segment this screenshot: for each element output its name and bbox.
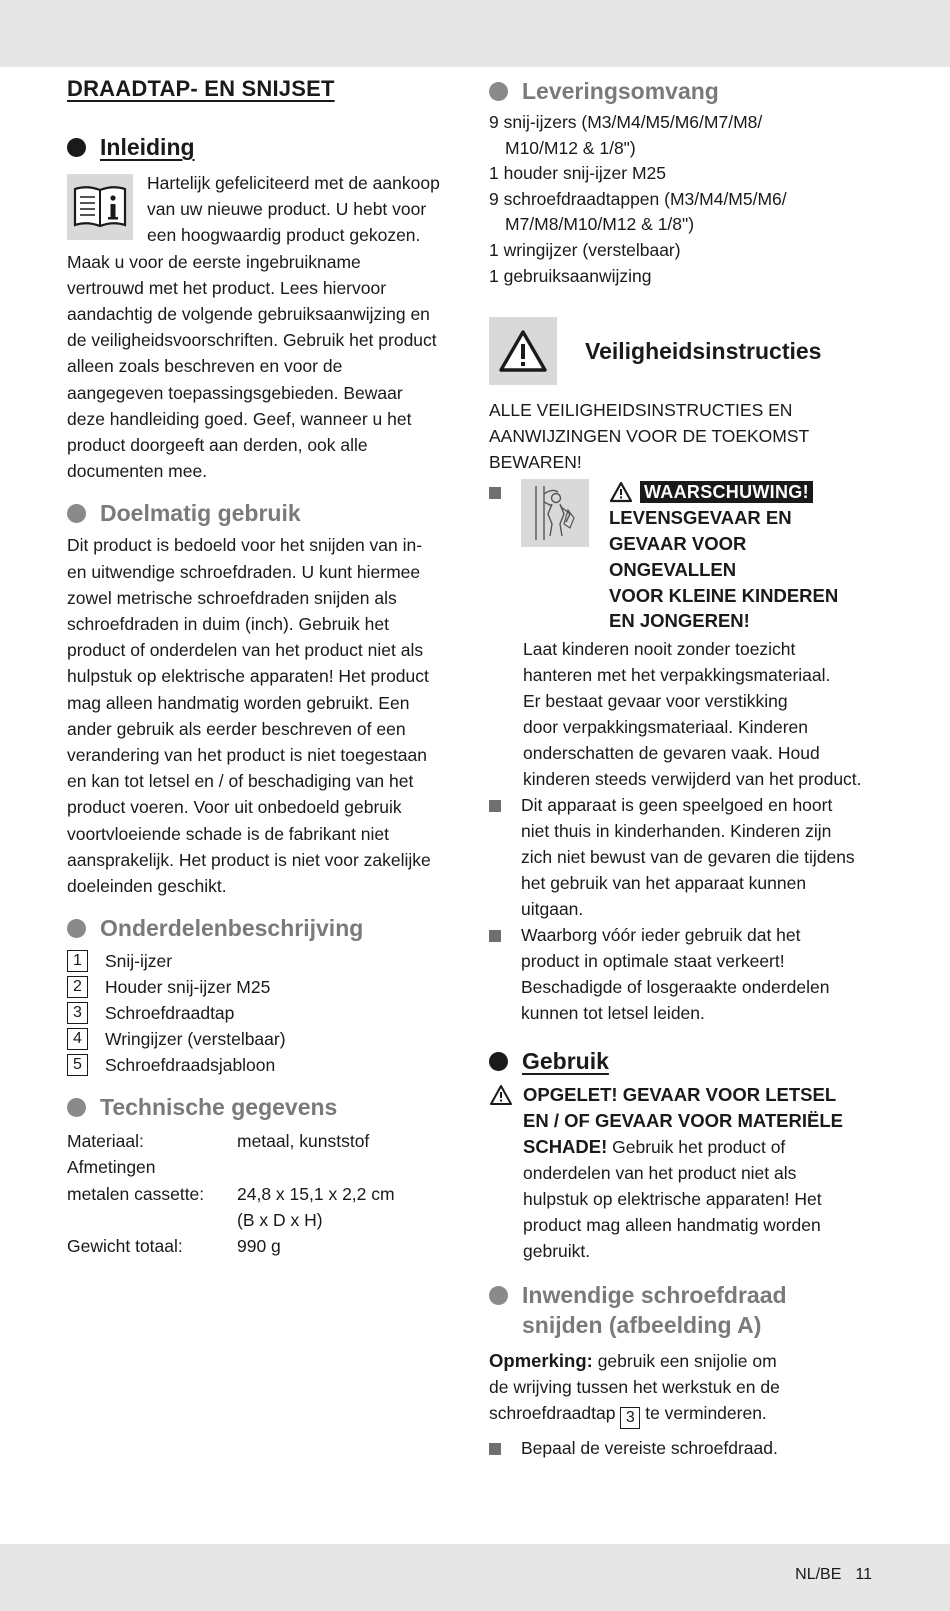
square-bullet-icon bbox=[489, 487, 501, 499]
spec-value: (B x D x H) bbox=[237, 1209, 323, 1230]
warning-label: WAARSCHUWING! bbox=[640, 481, 813, 503]
bullet2-text: Dit apparaat is geen speelgoed en hoort niet thuis in kinderhanden. Kinderen zijn zich niet bewust van de gevaren die tijdens het gebruik van het apparaat kunnen uitgaan. bbox=[521, 795, 855, 920]
heading-bullet-icon bbox=[489, 1286, 508, 1305]
text-line: doeleinden geschikt. bbox=[67, 876, 227, 897]
part-number: 5 bbox=[67, 1054, 88, 1076]
doelmatig-heading: Doelmatig gebruik bbox=[67, 498, 467, 528]
inwendig-heading: Inwendige schroefdraad snijden (afbeelding A) bbox=[489, 1280, 889, 1340]
doelmatig-body bbox=[67, 532, 467, 899]
warning-triangle-icon bbox=[489, 317, 557, 385]
text-line: Maak u voor de eerste ingebruikname bbox=[67, 251, 361, 272]
list-item bbox=[489, 922, 889, 1026]
levering-heading: Leveringsomvang bbox=[489, 76, 889, 106]
spec-table bbox=[67, 1128, 467, 1259]
text-line: BEWAREN! bbox=[489, 452, 582, 473]
inleiding-heading: Inleiding bbox=[67, 132, 467, 162]
caution-icon bbox=[489, 1084, 513, 1106]
text-line: aandachtig de volgende gebruiksaanwijzing en bbox=[67, 304, 430, 325]
spec-label: Afmetingen bbox=[67, 1157, 156, 1178]
info-book-icon bbox=[67, 174, 133, 240]
footer-language: NL/BE bbox=[795, 1566, 842, 1583]
list-item-continuation: M7/M8/M10/M12 & 1/8") bbox=[505, 214, 695, 235]
heading-bullet-icon bbox=[67, 504, 86, 523]
text-line: Hartelijk gefeliciteerd met de aankoop bbox=[147, 173, 440, 193]
spec-value bbox=[237, 1154, 467, 1180]
spec-label bbox=[67, 1207, 237, 1233]
part-ref-badge: 3 bbox=[620, 1407, 640, 1429]
text-line: verandering van het product is niet toegestaan bbox=[67, 745, 427, 766]
text-line: en kan tot letsel en / of beschadiging van het bbox=[67, 771, 414, 792]
list-item: 9 schroefdraadtappen (M3/M4/M5/M6/ bbox=[489, 188, 787, 209]
warning-small-icon bbox=[609, 481, 633, 503]
list-item bbox=[67, 974, 467, 1000]
spec-value: metaal, kunststof bbox=[237, 1131, 370, 1152]
heading-bullet-icon bbox=[67, 919, 86, 938]
text-line: voortvloeiende schade is de fabrikant niet bbox=[67, 823, 390, 844]
spec-value: 24,8 x 15,1 x 2,2 cm bbox=[237, 1183, 395, 1204]
bullet1-text: Laat kinderen nooit zonder toezicht hanteren met het verpakkingsmateriaal. Er bestaat gevaar voor verstikking door verpakkingsmateriaal. Kinderen onderschatten de gevaren vaak. Houd kinderen steeds verwijderd van het product. bbox=[523, 639, 862, 790]
onderdelen-heading: Onderdelenbeschrijving bbox=[67, 913, 467, 943]
spec-label: metalen cassette: bbox=[67, 1183, 205, 1204]
text-line: alleen zoals beschreven en voor de bbox=[67, 356, 343, 377]
inleiding-body bbox=[67, 170, 467, 484]
square-bullet-icon bbox=[489, 1443, 501, 1455]
square-bullet-icon bbox=[489, 930, 501, 942]
text-line: schroefdraden in duim (inch). Gebruik het bbox=[67, 614, 389, 635]
text-line: product voeren. Voor uit onbedoeld gebruik bbox=[67, 797, 402, 818]
part-number: 1 bbox=[67, 950, 88, 972]
text-line: ALLE VEILIGHEIDSINSTRUCTIES EN bbox=[489, 400, 793, 421]
part-label: Houder snij-ijzer M25 bbox=[105, 976, 271, 997]
list-item bbox=[489, 792, 889, 922]
levering-list bbox=[489, 110, 889, 289]
right-column bbox=[489, 72, 889, 1461]
veiligheid-title: Veiligheidsinstructies bbox=[585, 337, 822, 364]
square-bullet-icon bbox=[489, 800, 501, 812]
caution-text: OPGELET! GEVAAR VOOR LETSEL EN / OF GEVAAR VOOR MATERIËLE SCHADE! Gebruik het product of onderdelen van het product niet als hulpstuk op elektrische apparaten! Het product mag alleen handmatig worden gebruikt. bbox=[523, 1084, 844, 1262]
list-item bbox=[67, 1026, 467, 1052]
text-line: mag alleen handmatig worden gebruikt. Een bbox=[67, 692, 410, 713]
text-line: hulpstuk op elektrische apparaten! Het product bbox=[67, 666, 429, 687]
part-number: 2 bbox=[67, 976, 88, 998]
left-column bbox=[67, 72, 467, 1259]
part-label: Wringijzer (verstelbaar) bbox=[105, 1028, 286, 1049]
caution-block bbox=[489, 1082, 889, 1264]
part-label: Schroefdraadsjabloon bbox=[105, 1054, 276, 1075]
veiligheid-heading bbox=[489, 317, 889, 385]
top-band bbox=[0, 0, 950, 67]
text-line: vertrouwd met het product. Lees hiervoor bbox=[67, 277, 387, 298]
list-item: 1 wringijzer (verstelbaar) bbox=[489, 239, 681, 260]
technisch-heading: Technische gegevens bbox=[67, 1092, 467, 1122]
page-footer bbox=[781, 1566, 872, 1584]
text-line: aansprakelijk. Het product is niet voor zakelijke bbox=[67, 849, 431, 870]
heading-bullet-icon bbox=[67, 138, 86, 157]
spec-value: 990 g bbox=[237, 1236, 281, 1257]
text-line: AANWIJZINGEN VOOR DE TOEKOMST bbox=[489, 426, 810, 447]
text-line: deze handleiding goed. Geef, wanneer u het bbox=[67, 408, 412, 429]
text-line: zowel metrische schroefdraden snijden als bbox=[67, 587, 397, 608]
safety-intro bbox=[489, 397, 889, 475]
part-label: Snij-ijzer bbox=[105, 950, 173, 971]
list-item bbox=[67, 1000, 467, 1026]
list-item: Bepaal de vereiste schroefdraad. bbox=[489, 1435, 889, 1461]
spec-label: Materiaal: bbox=[67, 1131, 144, 1152]
spec-label: Gewicht totaal: bbox=[67, 1236, 183, 1257]
note-block: Opmerking: gebruik een snijolie om de wrijving tussen het werkstuk en de schroefdraadtap 3 te verminderen. bbox=[489, 1348, 889, 1429]
list-item-continuation: M10/M12 & 1/8") bbox=[505, 137, 636, 158]
heading-bullet-icon bbox=[489, 1052, 508, 1071]
document-title: DRAADTAP- EN SNIJSET bbox=[67, 76, 335, 101]
warning-label-row bbox=[609, 481, 838, 503]
bullet3-text: Waarborg vóór ieder gebruik dat het product in optimale staat verkeert! Beschadigde of losgeraakte onderdelen kunnen tot letsel leiden. bbox=[521, 925, 830, 1024]
list-item bbox=[67, 948, 467, 974]
text-line: Dit product is bedoeld voor het snijden van in- bbox=[67, 535, 423, 556]
text-line: van uw nieuwe product. U hebt voor bbox=[147, 199, 427, 220]
part-label: Schroefdraadtap bbox=[105, 1002, 235, 1023]
part-number: 3 bbox=[67, 1002, 88, 1024]
text-line: product of onderdelen van het product niet als bbox=[67, 640, 424, 661]
heading-bullet-icon bbox=[67, 1098, 86, 1117]
text-line: ander gebruik als eerder beschreven of een bbox=[67, 718, 406, 739]
list-item: 1 houder snij-ijzer M25 bbox=[489, 163, 667, 184]
text-line: documenten mee. bbox=[67, 461, 208, 482]
part-number: 4 bbox=[67, 1028, 88, 1050]
gebruik-heading: Gebruik bbox=[489, 1046, 889, 1076]
warning-title: LEVENSGEVAAR EN GEVAAR VOOR ONGEVALLEN VOOR KLEINE KINDEREN EN JONGEREN! bbox=[609, 507, 839, 632]
warning-text bbox=[609, 479, 838, 634]
text-line: de veiligheidsvoorschriften. Gebruik het product bbox=[67, 330, 437, 351]
page-number: 11 bbox=[855, 1566, 872, 1583]
list-item bbox=[67, 1052, 467, 1078]
list-item: 1 gebruiksaanwijzing bbox=[489, 265, 652, 286]
parts-list bbox=[67, 948, 467, 1078]
text-line: en uitwendige schroefdraden. U kunt hiermee bbox=[67, 561, 421, 582]
text-line: product doorgeeft aan derden, ook alle bbox=[67, 435, 368, 456]
list-item: 9 snij-ijzers (M3/M4/M5/M6/M7/M8/ bbox=[489, 112, 763, 132]
child-hazard-icon bbox=[521, 479, 589, 547]
child-warning-block bbox=[489, 479, 889, 634]
text-line: een hoogwaardig product gekozen. bbox=[147, 225, 421, 246]
heading-bullet-icon bbox=[489, 82, 508, 101]
text-line: aangegeven toepassingsgebieden. Bewaar bbox=[67, 382, 403, 403]
